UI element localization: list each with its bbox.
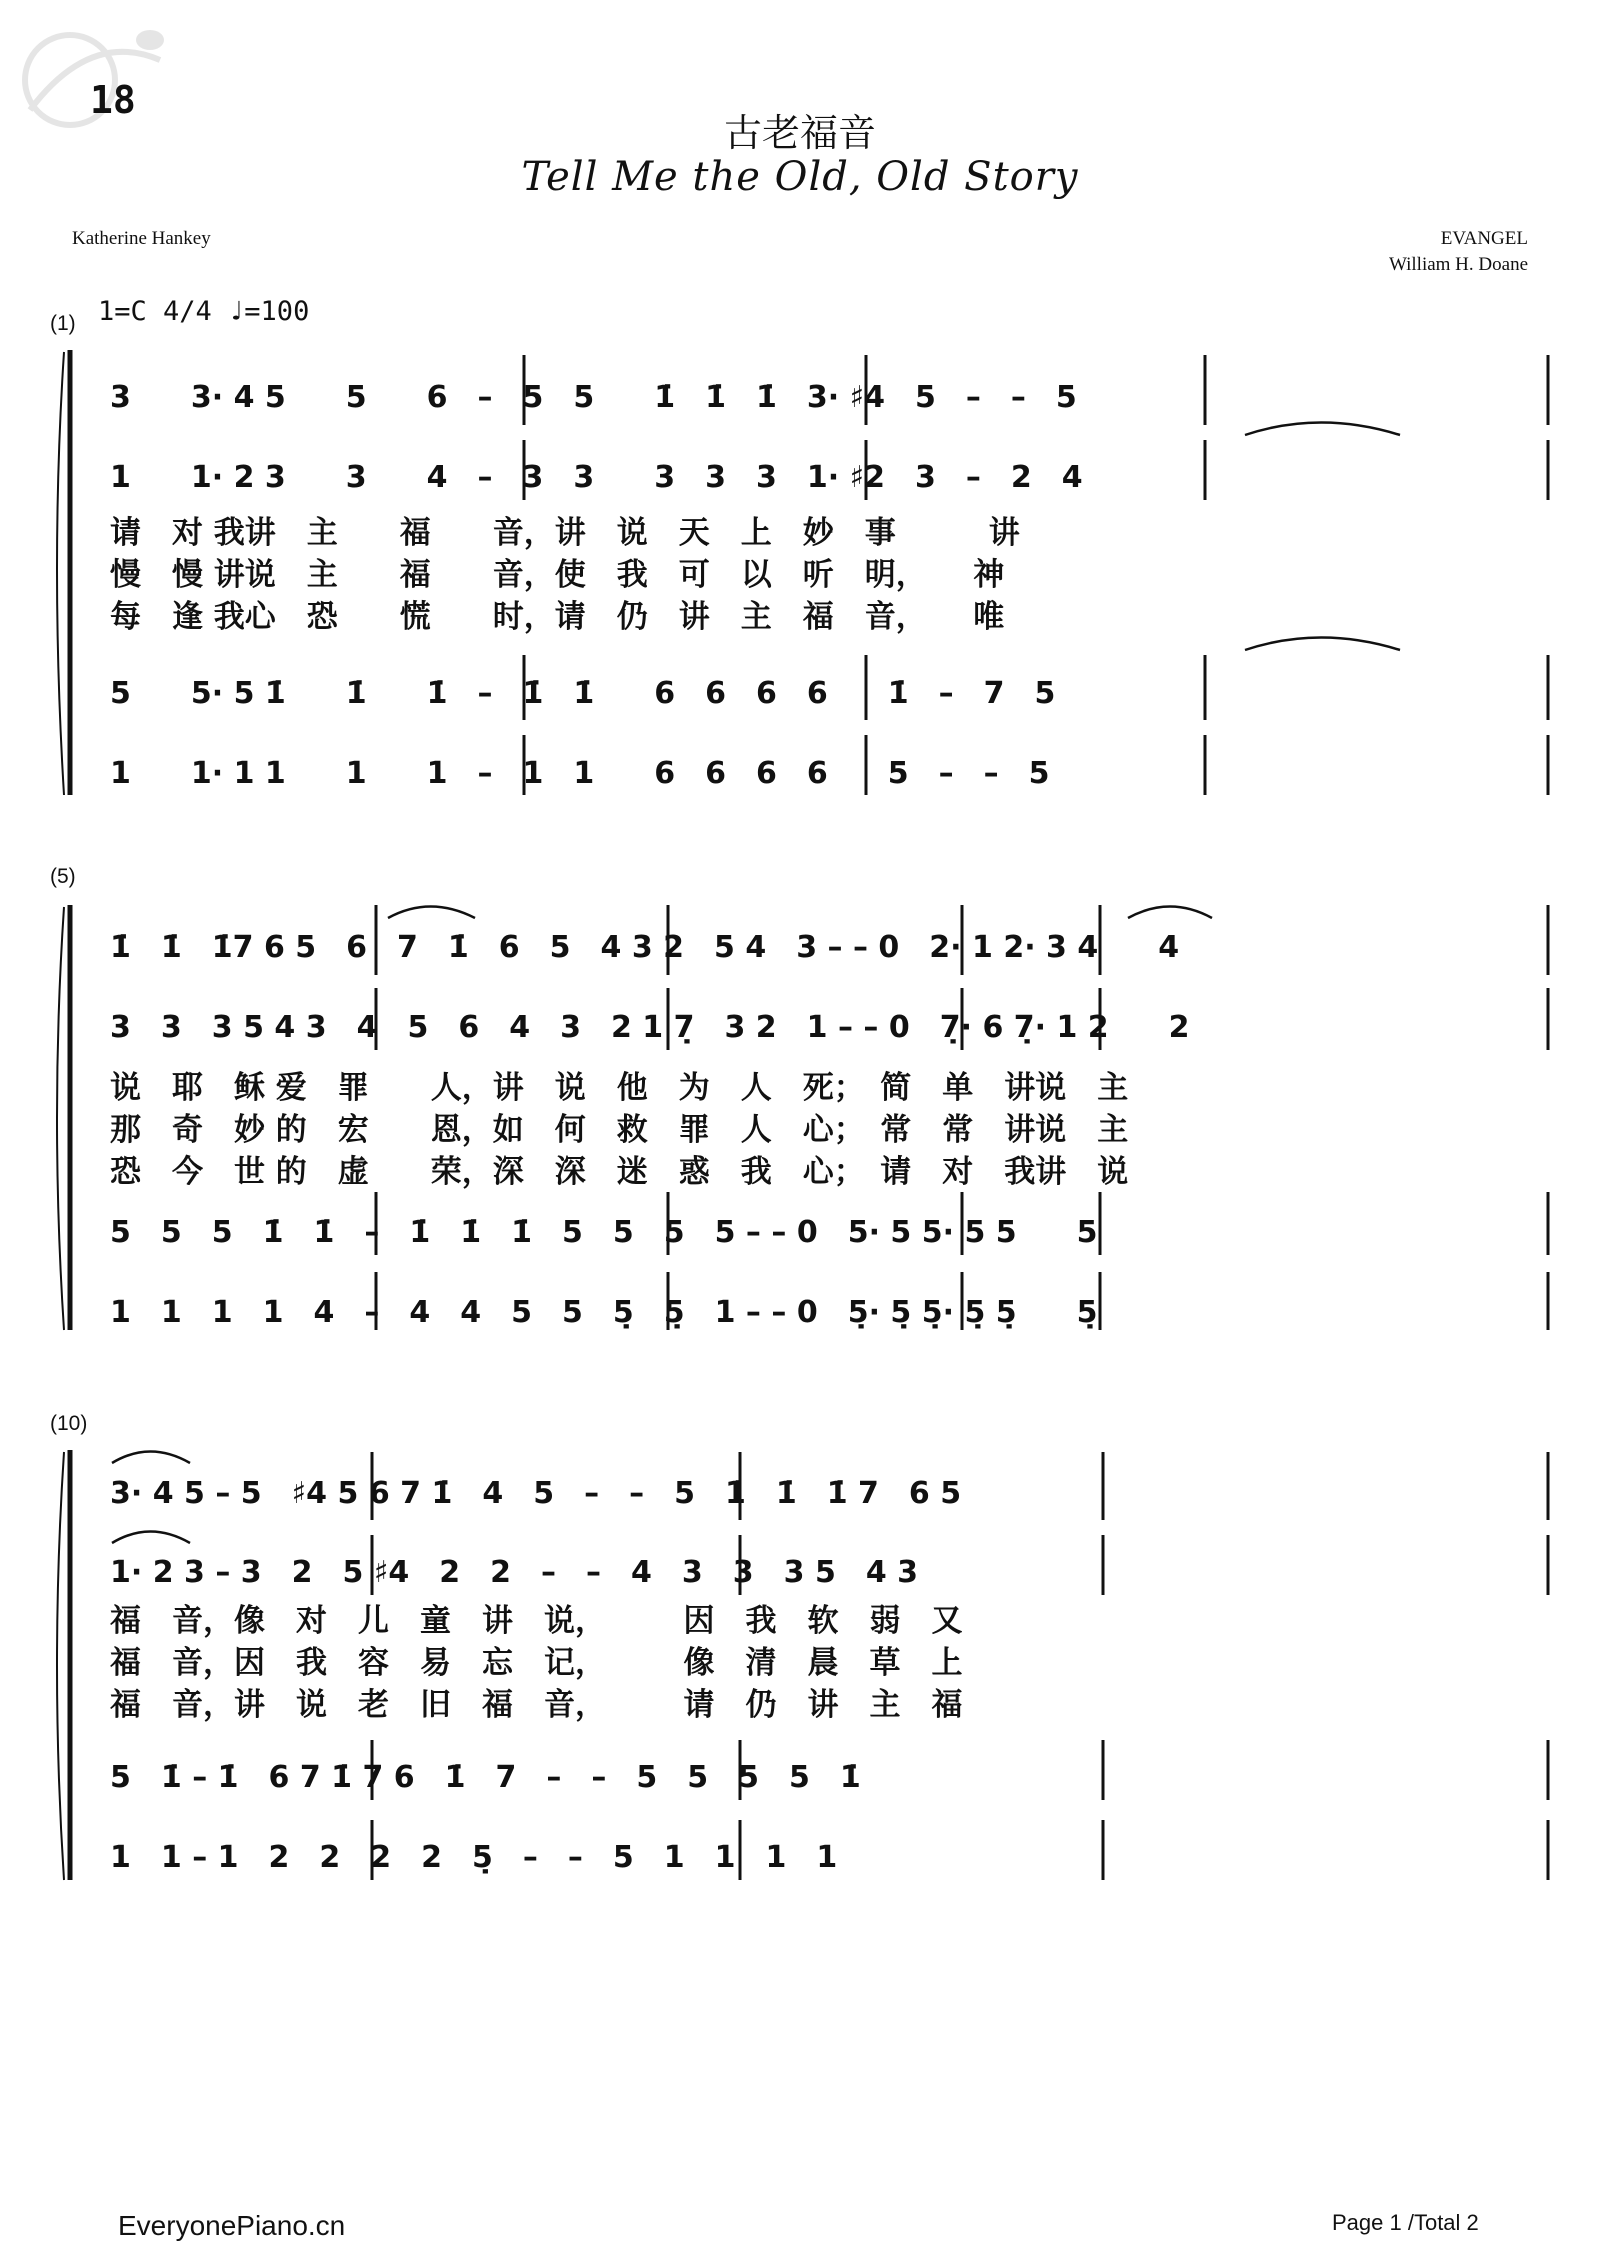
lyric-verse-3: 每 逢 我心 恐 慌 时，请 仍 讲 主 福 音， 唯 [110, 599, 1005, 635]
soprano-notes: 3 3· 4 5 5 6 – 5 5 1̇ 1̇ 1̇ 3· ♯4 5 – – 5 [110, 380, 1077, 415]
lyric-verse-1: 请 对 我讲 主 福 音，讲 说 天 上 妙 事 讲 [110, 515, 1020, 551]
bass-notes: 1 1· 1 1 1 1 – 1 1 6 6 6 6 5 – – 5 [110, 756, 1050, 791]
tenor-notes: 5 1̇ – 1̇ 6 7 1̇ 7 6 1̇ 7 – – 5 5 5 5 1̇ [110, 1760, 861, 1795]
system-number: (5) [50, 865, 76, 888]
alto-notes: 3 3 3 5 4 3 4 5 6 4 3 2 1 7̣ 3 2 1 – – 0 7̣· 6 7̣· 1 2 2 [110, 1010, 1190, 1045]
lyricist: Katherine Hankey [72, 228, 211, 249]
page-number: 18 [90, 78, 136, 122]
lyric-verse-2: 慢 慢 讲说 主 福 音，使 我 可 以 听 明， 神 [110, 557, 1005, 593]
tune-name: EVANGEL [1440, 228, 1528, 249]
song-title-chinese: 古老福音 [723, 111, 876, 155]
song-title-english: Tell Me the Old, Old Story [521, 154, 1079, 200]
composer: William H. Doane [1388, 254, 1528, 275]
bass-notes: 1 1 1 1 4 – 4 4 5 5 5̣ 5̣ 1 – – 0 5̣· 5̣ 5̣· 5̣ 5̣ 5̣ [110, 1295, 1098, 1330]
lyric-verse-3: 福 音，讲 说 老 旧 福 音， 请 仍 讲 主 福 [110, 1687, 963, 1723]
alto-notes: 1 1· 2 3 3 4 – 3 3 3 3 3 1· ♯2 3 – 2 4 [110, 460, 1083, 495]
bass-notes: 1 1 – 1 2 2 2 2 5̣ – – 5 1 1 1 1 [110, 1840, 838, 1875]
lyric-verse-2: 那 奇 妙 的 宏 恩，如 何 救 罪 人 心； 常 常 讲说 主 [110, 1112, 1129, 1148]
tenor-notes: 5 5· 5 1̇ 1̇ 1̇ – 1̇ 1̇ 6 6 6 6 1̇ – 7 5 [110, 676, 1056, 711]
tenor-notes: 5 5 5 1̇ 1̇ – 1̇ 1̇ 1̇ 5 5 5 5 – – 0 5· 5 5· 5 5 5 [110, 1215, 1098, 1250]
soprano-notes: 1̇ 1̇ 1̇7 6 5 6 7 1̇ 6 5 4 3 2 5 4 3 – – 0 2· 1 2· 3 4 4 [110, 930, 1180, 965]
lyric-verse-3: 恐 今 世 的 虚 荣，深 深 迷 惑 我 心； 请 对 我讲 说 [110, 1154, 1129, 1190]
lyric-verse-1: 说 耶 稣 爱 罪 人，讲 说 他 为 人 死； 简 单 讲说 主 [110, 1070, 1129, 1106]
soprano-notes: 3· 4 5 – 5 ♯4 5 6 7 1̇ 4 5 – – 5 1̇ 1̇ 1̇ 7 6 5 [110, 1476, 962, 1511]
lyric-verse-1: 福 音，像 对 儿 童 讲 说， 因 我 软 弱 又 [110, 1603, 963, 1639]
lyric-verse-2: 福 音，因 我 容 易 忘 记， 像 清 晨 草 上 [110, 1645, 963, 1681]
alto-notes: 1· 2 3 – 3 2 5 ♯4 2 2 – – 4 3 3 3 5 4 3 [110, 1555, 919, 1590]
system-number: (1) [50, 312, 76, 335]
site-name: EveryonePiano.cn [118, 2210, 346, 2241]
page-info: Page 1 /Total 2 [1332, 2210, 1479, 2235]
system-number: (10) [50, 1412, 88, 1435]
key-signature: 1=C 4/4 ♩=100 [98, 296, 310, 327]
